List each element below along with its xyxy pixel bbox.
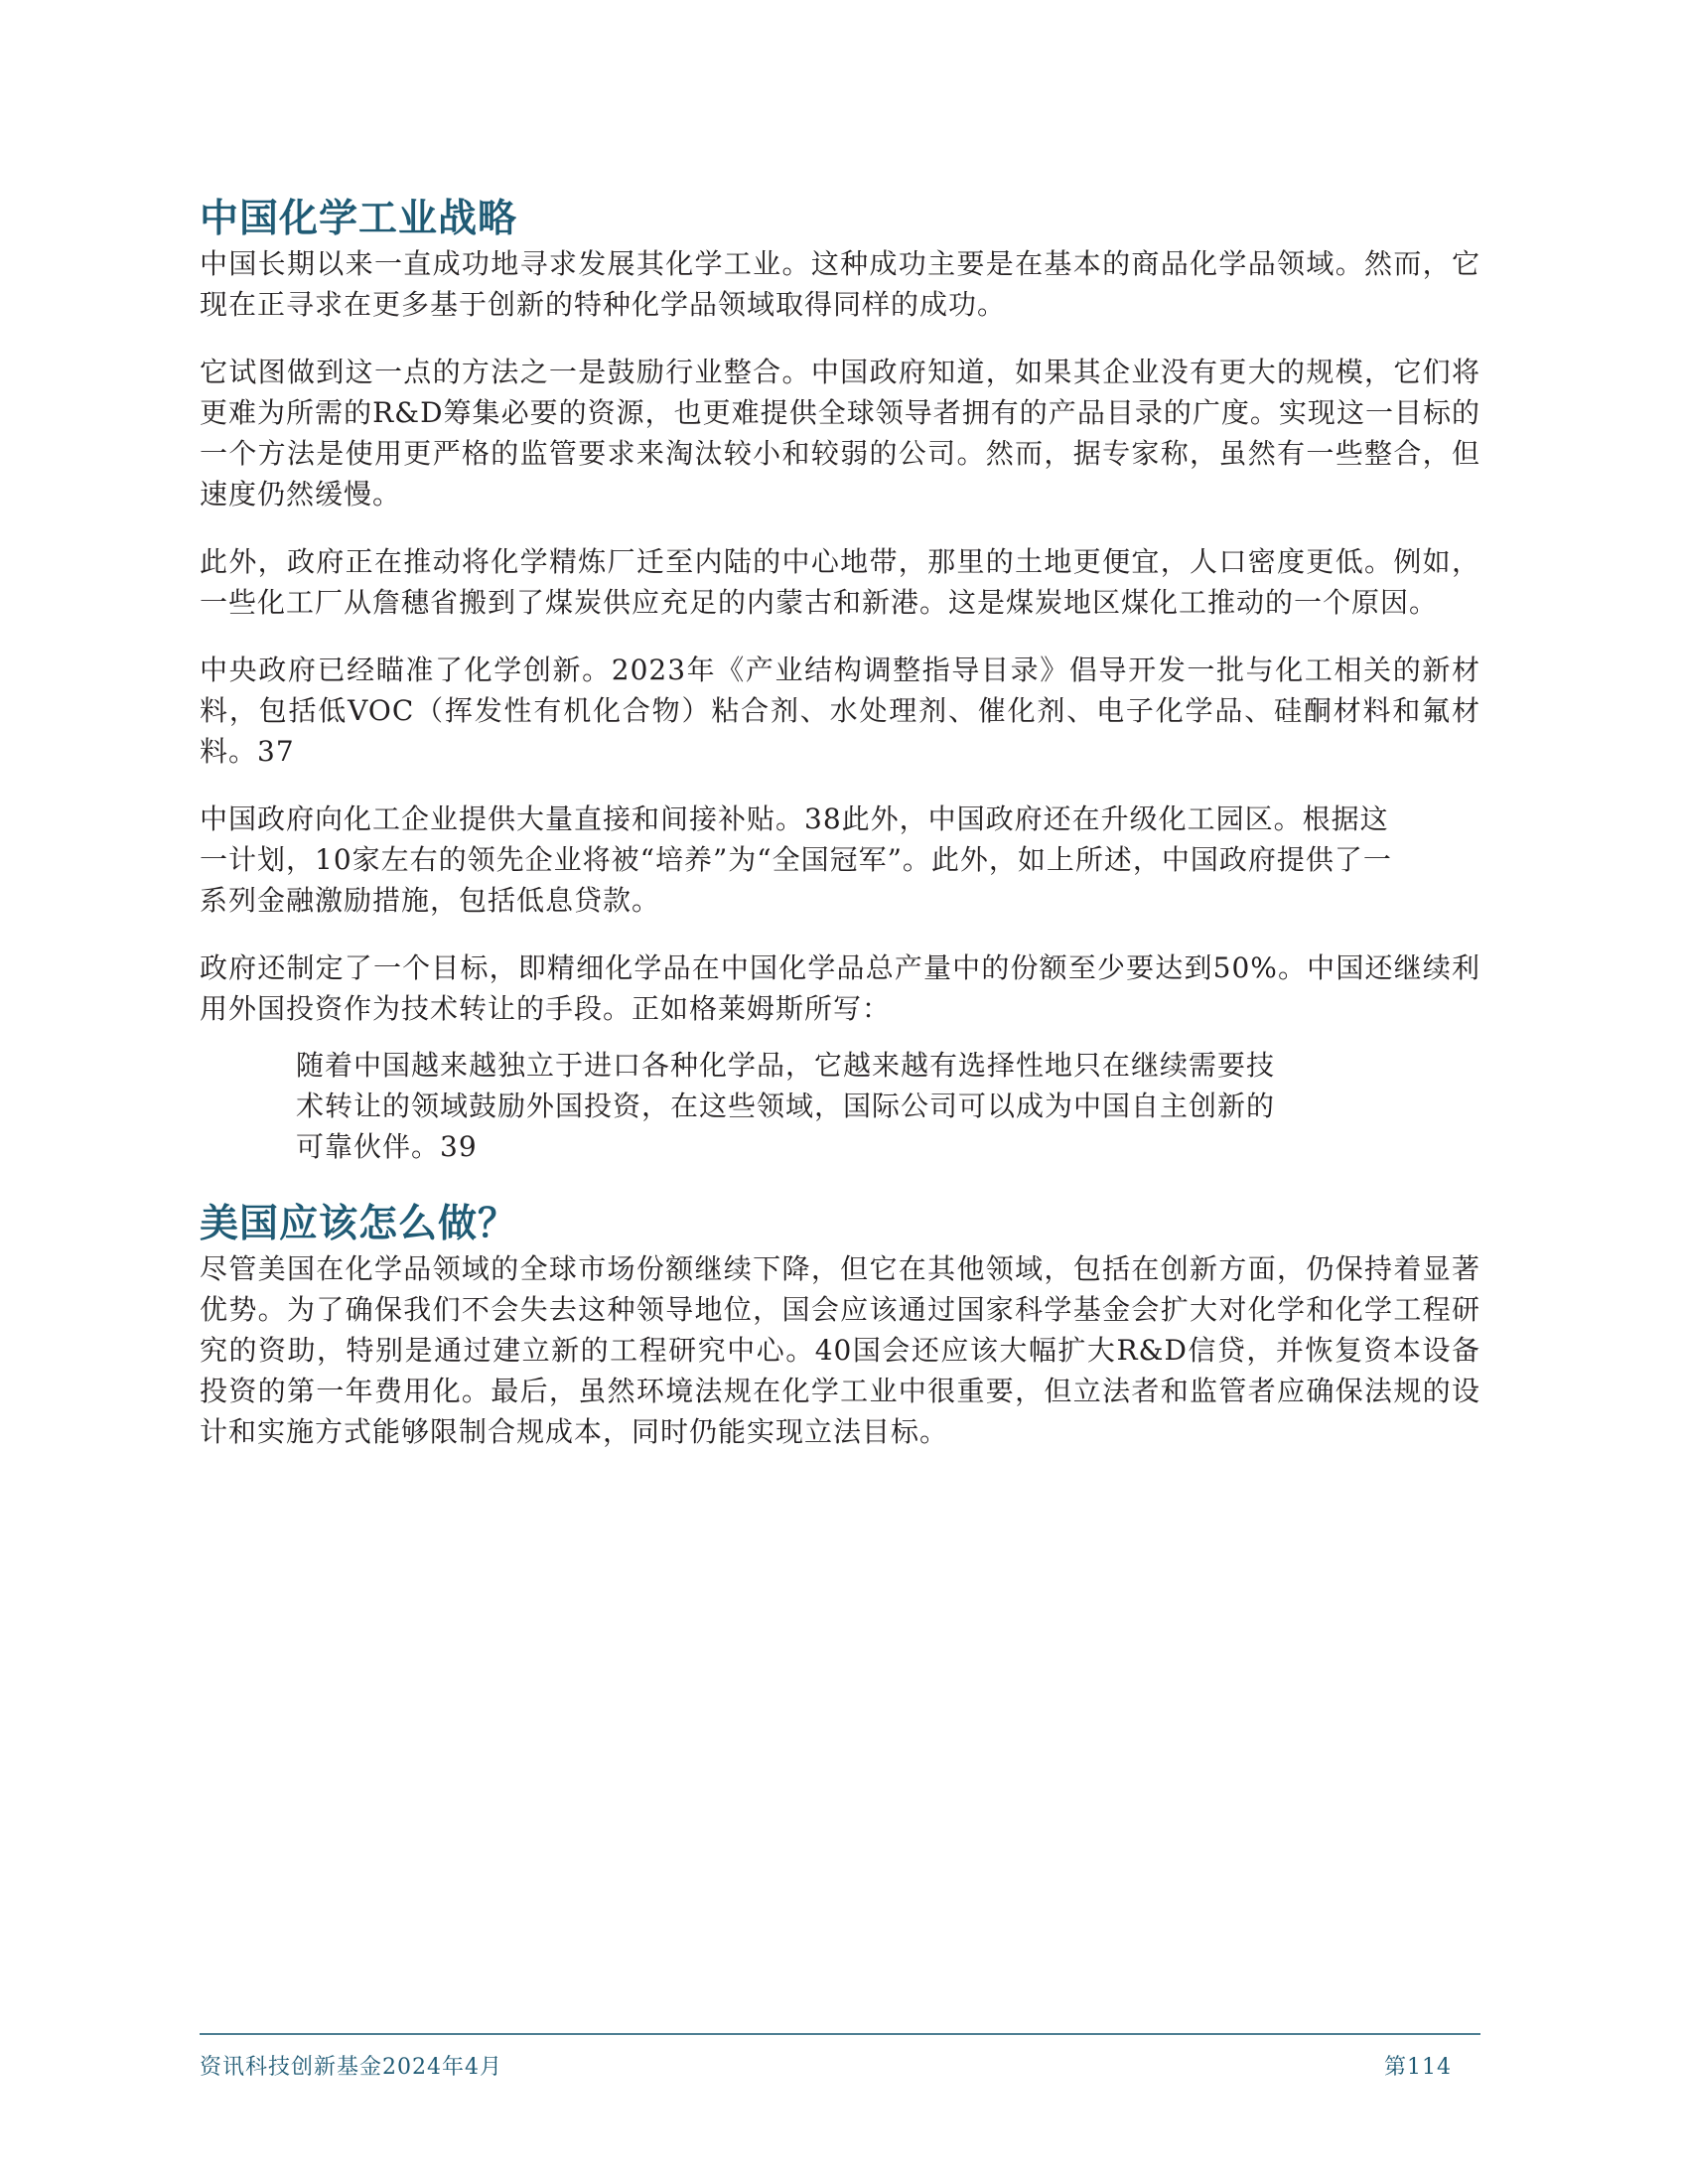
paragraph: 尽管美国在化学品领域的全球市场份额继续下降，但它在其他领域，包括在创新方面，仍保持着显著优势。为了确保我们不会失去这种领导地位，国会应该通过国家科学基金会扩大对化学和化学工程研究的资助，特别是通过建立新的工程研究中心。40国会还应该大幅扩大R&D信贷，并恢复资本设备投资的第一年费用化。最后，虽然环境法规在化学工业中很重要，但立法者和监管者应确保法规的设计和实施方式能够限制合规成本，同时仍能实现立法目标。 [200,1252,1480,1448]
paragraph: 中央政府已经瞄准了化学创新。2023年《产业结构调整指导目录》倡导开发一批与化工相关的新材料，包括低VOC（挥发性有机化合物）粘合剂、水处理剂、催化剂、电子化学品、硅酮材料和氟材料。37 [200,654,1480,768]
footer-publisher: 资讯科技创新基金2024年4月 [200,2055,502,2080]
paragraph: 中国政府向化工企业提供大量直接和间接补贴。38此外，中国政府还在升级化工园区。根据这一计划，10家左右的领先企业将被“培养”为“全国冠军”。此外，如上所述，中国政府提供了一系列金融激励措施，包括低息贷款。 [200,802,1392,917]
paragraph: 此外，政府正在推动将化学精炼厂迁至内陆的中心地带，那里的土地更便宜，人口密度更低。例如，一些化工厂从詹穗省搬到了煤炭供应充足的内蒙古和新港。这是煤炭地区煤化工推动的一个原因。 [200,545,1480,619]
page-content [200,194,1480,1479]
paragraph: 政府还制定了一个目标，即精细化学品在中国化学品总产量中的份额至少要达到50%。中国还继续利用外国投资作为技术转让的手段。正如格莱姆斯所写： [200,951,1480,1025]
footer-divider [200,2033,1480,2035]
block-quote: 随着中国越来越独立于进口各种化学品，它越来越有选择性地只在继续需要技术转让的领域鼓励外国投资，在这些领域，国际公司可以成为中国自主创新的可靠伙伴。39 [296,1049,1276,1163]
paragraph: 它试图做到这一点的方法之一是鼓励行业整合。中国政府知道，如果其企业没有更大的规模，它们将更难为所需的R&D筹集必要的资源，也更难提供全球领导者拥有的产品目录的广度。实现这一目标的一个方法是使用更严格的监管要求来淘汰较小和较弱的公司。然而，据专家称，虽然有一些整合，但速度仍然缓慢。 [200,356,1480,510]
section-heading-china-strategy: 中国化学工业战略 [200,196,518,241]
paragraph: 中国长期以来一直成功地寻求发展其化学工业。这种成功主要是在基本的商品化学品领域。然而，它现在正寻求在更多基于创新的特种化学品领域取得同样的成功。 [200,247,1480,321]
section-us-response [200,1199,1480,1452]
section-heading-us-response: 美国应该怎么做？ [200,1201,518,1246]
page-number: 第114 [1384,2055,1452,2080]
